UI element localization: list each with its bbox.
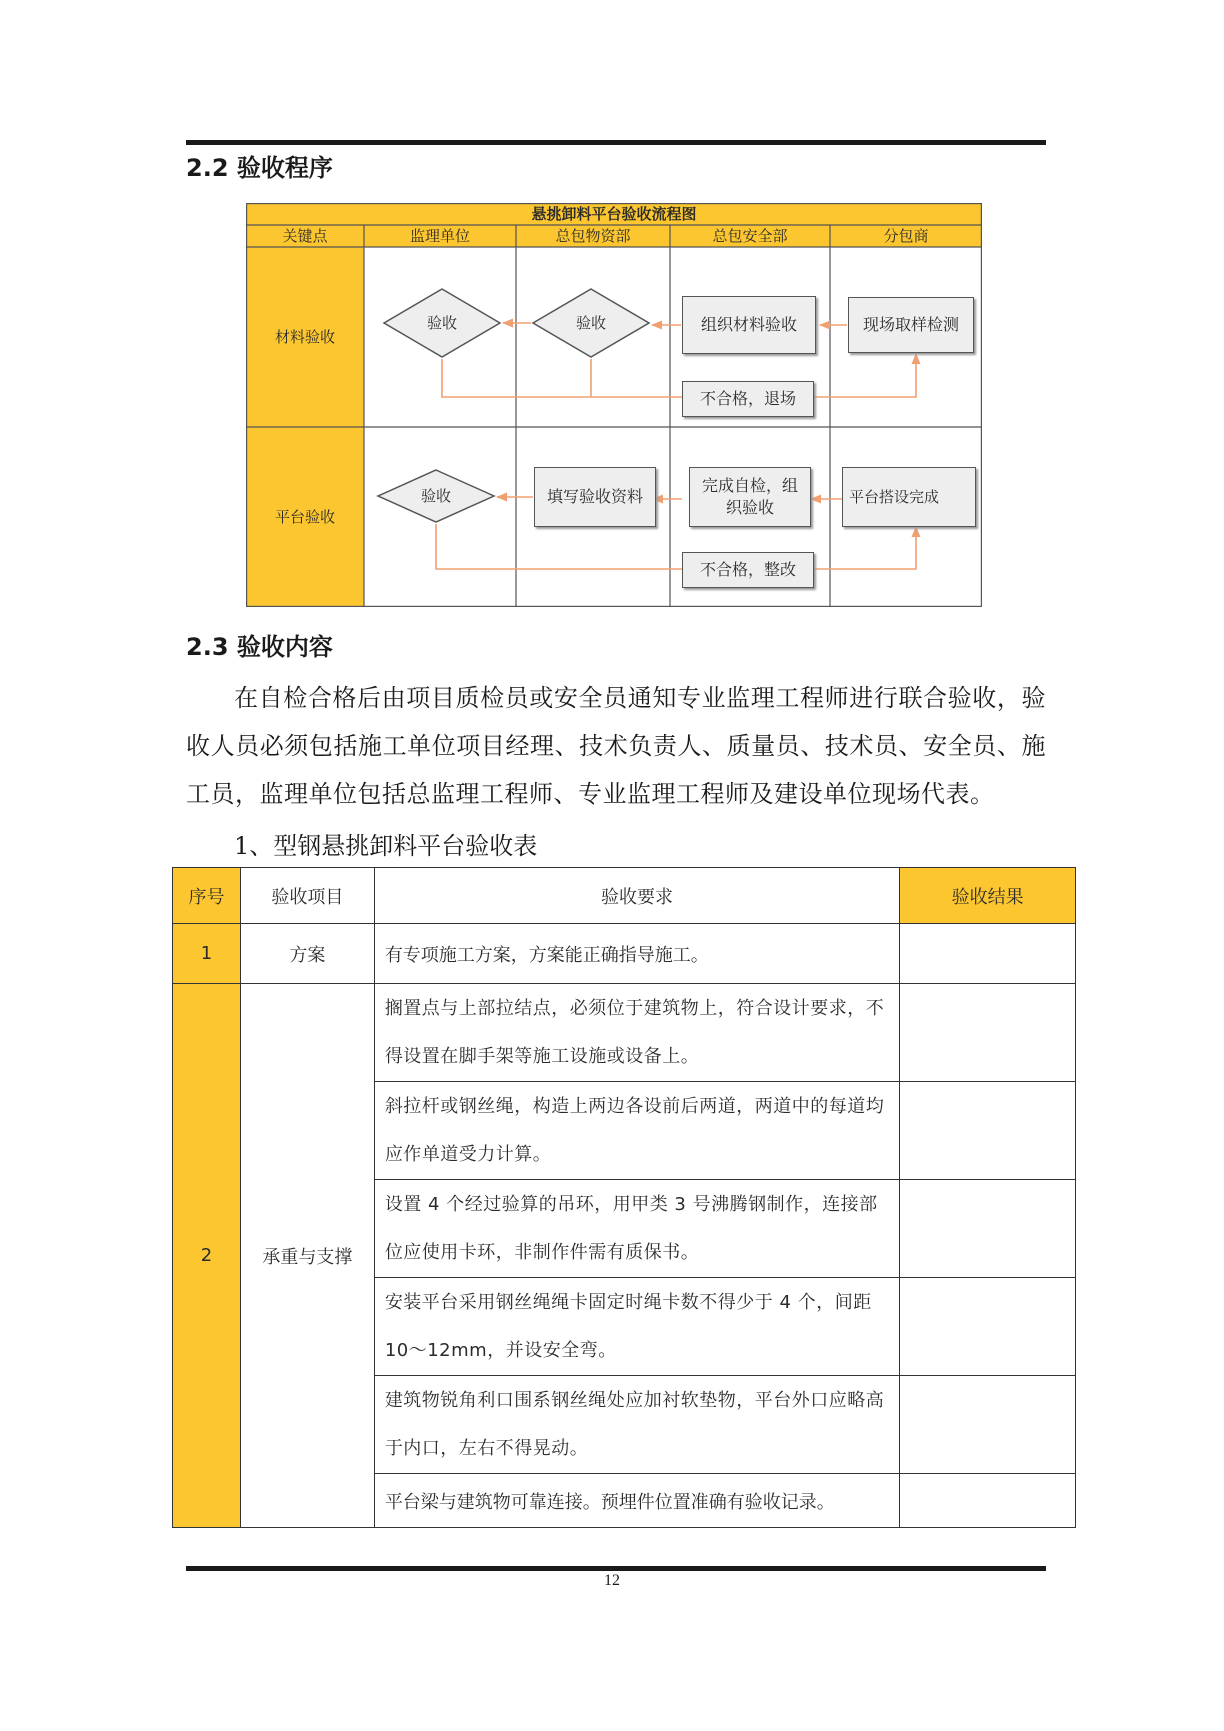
row-requirement: 斜拉杆或钢丝绳，构造上两边各设前后两道，两道中的每道均应作单道受力计算。 <box>374 1082 899 1180</box>
row-requirement: 有专项施工方案，方案能正确指导施工。 <box>374 924 899 984</box>
top-rule <box>186 140 1046 145</box>
column-header-materials-dept: 总包物资部 <box>555 226 631 245</box>
row-item: 方案 <box>240 924 374 984</box>
header-no: 序号 <box>173 868 241 924</box>
row-requirement: 安装平台采用钢丝绳绳卡固定时绳卡数不得少于 4 个，间距 10～12mm，并设安全弯。 <box>374 1278 899 1376</box>
row-requirement: 搁置点与上部拉结点，必须位于建筑物上，符合设计要求，不得设置在脚手架等施工设施或设备上。 <box>374 984 899 1082</box>
decision-label: 验收 <box>426 313 457 332</box>
column-header-subcontractor: 分包商 <box>883 226 929 245</box>
column-header-key-points: 关键点 <box>282 226 328 245</box>
row-requirement: 设置 4 个经过验算的吊环，用甲类 3 号沸腾钢制作，连接部位应使用卡环，非制作件需有质保书。 <box>374 1180 899 1278</box>
bottom-rule <box>186 1566 1046 1571</box>
column-header-safety-dept: 总包安全部 <box>712 226 788 245</box>
decision-label: 验收 <box>420 486 451 505</box>
row-result <box>900 1376 1076 1474</box>
row-result <box>900 1278 1076 1376</box>
row-label-material-acceptance: 材料验收 <box>274 327 335 346</box>
page-number: 12 <box>604 1572 620 1589</box>
header-requirement: 验收要求 <box>374 868 899 924</box>
header-item: 验收项目 <box>240 868 374 924</box>
section-2-2-heading: 2.2 验收程序 <box>186 154 333 182</box>
row-item: 承重与支撑 <box>240 984 374 1528</box>
row-result <box>900 984 1076 1082</box>
row-result <box>900 924 1076 984</box>
fill-acceptance-docs-box: 填写验收资料 <box>534 467 656 527</box>
decision-label: 验收 <box>575 313 606 332</box>
row-requirement: 建筑物锐角利口围系钢丝绳处应加衬软垫物，平台外口应略高于内口，左右不得晃动。 <box>374 1376 899 1474</box>
row-result <box>900 1082 1076 1180</box>
row-no: 1 <box>173 924 241 984</box>
reject-rectify-box: 不合格，整改 <box>682 552 814 588</box>
self-inspection-box: 完成自检，组织验收 <box>689 467 811 527</box>
body-paragraph: 在自检合格后由项目质检员或安全员通知专业监理工程师进行联合验收，验收人员必须包括施工单位项目经理、技术负责人、质量员、技术员、安全员、施工员，监理单位包括总监理工程师、专业监理工程师及建设单位现场代表。 <box>186 684 1046 808</box>
acceptance-table <box>172 867 1076 1528</box>
row-result <box>900 1474 1076 1528</box>
table-row <box>173 984 1076 1082</box>
row-no: 2 <box>173 984 241 1528</box>
header-result: 验收结果 <box>900 868 1076 924</box>
column-header-supervisor: 监理单位 <box>409 226 470 245</box>
section-2-3-heading: 2.3 验收内容 <box>186 633 333 661</box>
table-header-row <box>173 868 1076 924</box>
flowchart-title: 悬挑卸料平台验收流程图 <box>531 204 697 223</box>
flowchart <box>246 203 982 607</box>
platform-erected-box: 平台搭设完成 <box>842 467 976 527</box>
organize-material-inspection-box: 组织材料验收 <box>682 296 816 354</box>
table-row <box>173 924 1076 984</box>
onsite-sampling-box: 现场取样检测 <box>848 297 974 353</box>
row-requirement: 平台梁与建筑物可靠连接。预埋件位置准确有验收记录。 <box>374 1474 899 1528</box>
row-result <box>900 1180 1076 1278</box>
row-label-platform-acceptance: 平台验收 <box>274 507 335 526</box>
reject-return-box: 不合格，退场 <box>682 381 814 417</box>
table-caption: 1、型钢悬挑卸料平台验收表 <box>234 832 538 860</box>
